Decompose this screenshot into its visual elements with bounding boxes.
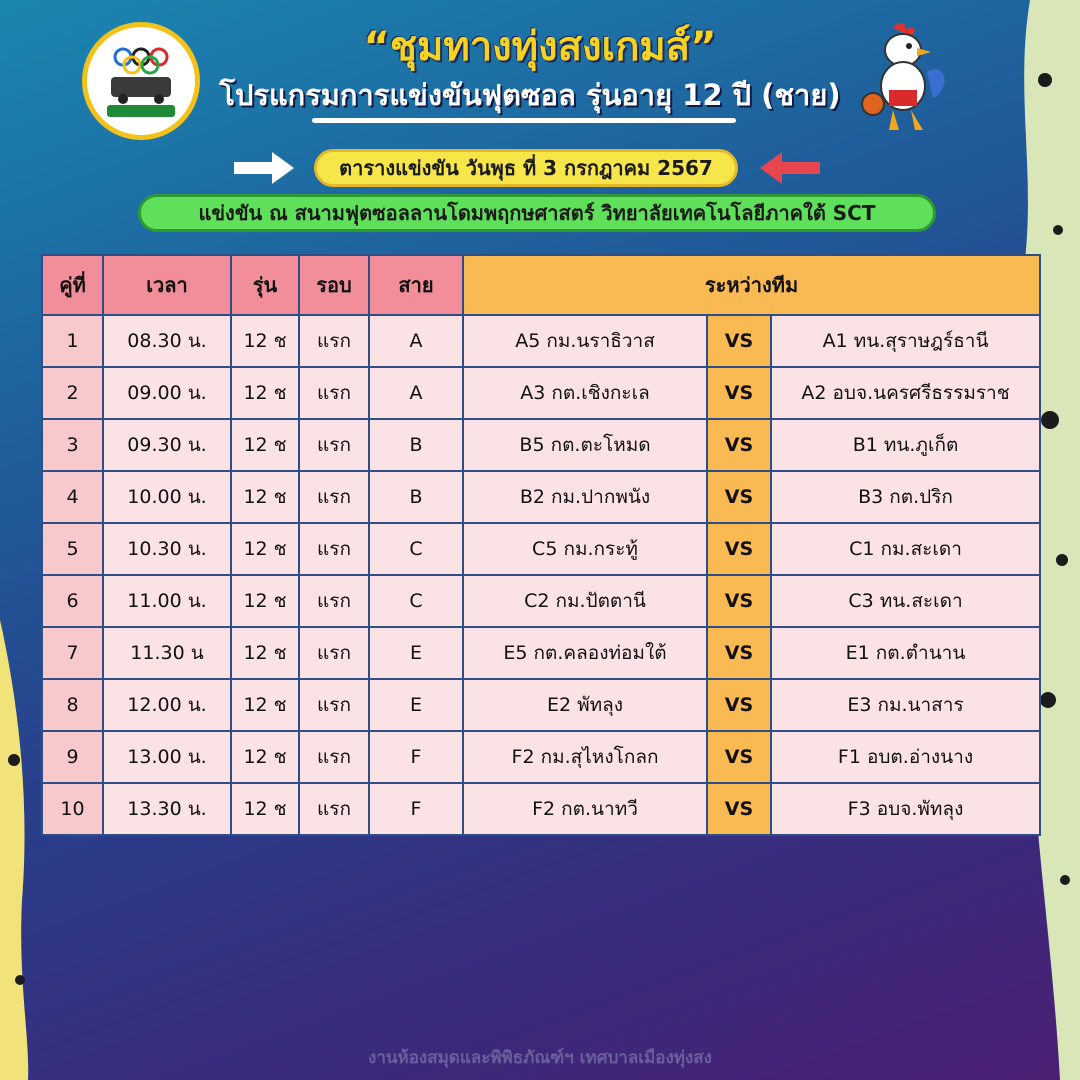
cell-round: แรก — [299, 783, 369, 835]
table-row — [42, 523, 1040, 575]
cell-pair: 2 — [42, 367, 103, 419]
cell-class: 12 ช — [231, 731, 299, 783]
cell-time: 10.30 น. — [103, 523, 231, 575]
cell-team-home: B5 กต.ตะโหมด — [463, 419, 707, 471]
cell-pair: 3 — [42, 419, 103, 471]
table-row — [42, 783, 1040, 835]
cell-group: C — [369, 575, 463, 627]
cell-vs: VS — [707, 471, 771, 523]
cell-group: F — [369, 783, 463, 835]
cell-vs: VS — [707, 575, 771, 627]
cell-round: แรก — [299, 627, 369, 679]
cell-team-home: F2 กต.นาทวี — [463, 783, 707, 835]
cell-round: แรก — [299, 523, 369, 575]
table-row — [42, 471, 1040, 523]
table-row — [42, 367, 1040, 419]
cell-time: 13.00 น. — [103, 731, 231, 783]
cell-pair: 4 — [42, 471, 103, 523]
arrow-left-icon — [758, 148, 822, 188]
cell-group: A — [369, 315, 463, 367]
title-underline — [312, 118, 736, 123]
page-subtitle: โปรแกรมการแข่งขันฟุตซอล รุ่นอายุ 12 ปี (ชาย) — [219, 78, 841, 112]
cell-time: 11.00 น. — [103, 575, 231, 627]
cell-team-home: C2 กม.ปัตตานี — [463, 575, 707, 627]
cell-team-home: C5 กม.กระทู้ — [463, 523, 707, 575]
cell-vs: VS — [707, 627, 771, 679]
cell-vs: VS — [707, 419, 771, 471]
cell-team-away: B3 กต.ปริก — [771, 471, 1040, 523]
cell-vs: VS — [707, 731, 771, 783]
cell-team-home: A3 กต.เชิงกะเล — [463, 367, 707, 419]
cell-team-away: F3 อบจ.พัทลุง — [771, 783, 1040, 835]
cell-group: B — [369, 471, 463, 523]
cell-pair: 10 — [42, 783, 103, 835]
header-teams: ระหว่างทีม — [463, 255, 1040, 315]
cell-vs: VS — [707, 367, 771, 419]
cell-round: แรก — [299, 419, 369, 471]
header-time: เวลา — [103, 255, 231, 315]
date-label: ตารางแข่งขัน วันพุธ ที่ 3 กรกฎาคม 2567 — [314, 149, 738, 187]
cell-vs: VS — [707, 315, 771, 367]
cell-class: 12 ช — [231, 783, 299, 835]
cell-time: 11.30 น — [103, 627, 231, 679]
cell-time: 09.00 น. — [103, 367, 231, 419]
cell-team-home: E5 กต.คลองท่อมใต้ — [463, 627, 707, 679]
table-header-row — [42, 255, 1040, 315]
cell-vs: VS — [707, 783, 771, 835]
cell-team-away: A2 อบจ.นครศรีธรรมราช — [771, 367, 1040, 419]
table-row — [42, 731, 1040, 783]
cell-team-home: A5 กม.นราธิวาส — [463, 315, 707, 367]
cell-round: แรก — [299, 731, 369, 783]
cell-pair: 1 — [42, 315, 103, 367]
cell-round: แรก — [299, 367, 369, 419]
cell-pair: 8 — [42, 679, 103, 731]
schedule-body — [42, 315, 1040, 835]
rooster-mascot-icon — [855, 20, 955, 135]
cell-team-away: E1 กต.ตำนาน — [771, 627, 1040, 679]
table-row — [42, 575, 1040, 627]
cell-round: แรก — [299, 471, 369, 523]
schedule-table — [41, 254, 1041, 836]
logo-emblem — [82, 22, 200, 140]
logo-graphic-icon — [93, 33, 189, 129]
cell-pair: 9 — [42, 731, 103, 783]
cell-time: 12.00 น. — [103, 679, 231, 731]
cell-team-away: C3 ทน.สะเดา — [771, 575, 1040, 627]
cell-class: 12 ช — [231, 627, 299, 679]
cell-team-away: E3 กม.นาสาร — [771, 679, 1040, 731]
cell-pair: 5 — [42, 523, 103, 575]
cell-team-away: B1 ทน.ภูเก็ต — [771, 419, 1040, 471]
cell-vs: VS — [707, 523, 771, 575]
cell-group: C — [369, 523, 463, 575]
cell-class: 12 ช — [231, 471, 299, 523]
header-pair: คู่ที่ — [42, 255, 103, 315]
cell-group: E — [369, 679, 463, 731]
cell-team-home: F2 กม.สุไหงโกลก — [463, 731, 707, 783]
table-row — [42, 419, 1040, 471]
cell-group: B — [369, 419, 463, 471]
header-round: รอบ — [299, 255, 369, 315]
cell-time: 13.30 น. — [103, 783, 231, 835]
cell-class: 12 ช — [231, 367, 299, 419]
cell-group: F — [369, 731, 463, 783]
cell-team-away: F1 อบต.อ่างนาง — [771, 731, 1040, 783]
venue-label: แข่งขัน ณ สนามฟุตซอลลานโดมพฤกษศาสตร์ วิทยาลัยเทคโนโลยีภาคใต้ SCT — [138, 194, 936, 232]
cell-class: 12 ช — [231, 419, 299, 471]
cell-pair: 6 — [42, 575, 103, 627]
cell-group: A — [369, 367, 463, 419]
table-row — [42, 315, 1040, 367]
cell-team-home: B2 กม.ปากพนัง — [463, 471, 707, 523]
table-row — [42, 679, 1040, 731]
cell-time: 10.00 น. — [103, 471, 231, 523]
cell-class: 12 ช — [231, 575, 299, 627]
cell-team-away: C1 กม.สะเดา — [771, 523, 1040, 575]
header-group: สาย — [369, 255, 463, 315]
header-class: รุ่น — [231, 255, 299, 315]
page-title: “ชุมทางทุ่งสงเกมส์” — [363, 24, 717, 70]
cell-class: 12 ช — [231, 679, 299, 731]
cell-pair: 7 — [42, 627, 103, 679]
cell-class: 12 ช — [231, 523, 299, 575]
arrow-right-icon — [232, 148, 296, 188]
cell-class: 12 ช — [231, 315, 299, 367]
cell-round: แรก — [299, 679, 369, 731]
cell-team-home: E2 พัทลุง — [463, 679, 707, 731]
cell-time: 09.30 น. — [103, 419, 231, 471]
cell-team-away: A1 ทน.สุราษฎร์ธานี — [771, 315, 1040, 367]
table-row — [42, 627, 1040, 679]
footer-credit: งานห้องสมุดและพิพิธภัณฑ์ฯ เทศบาลเมืองทุ่งสง — [368, 1048, 712, 1068]
cell-round: แรก — [299, 575, 369, 627]
cell-vs: VS — [707, 679, 771, 731]
cell-time: 08.30 น. — [103, 315, 231, 367]
cell-group: E — [369, 627, 463, 679]
cell-round: แรก — [299, 315, 369, 367]
